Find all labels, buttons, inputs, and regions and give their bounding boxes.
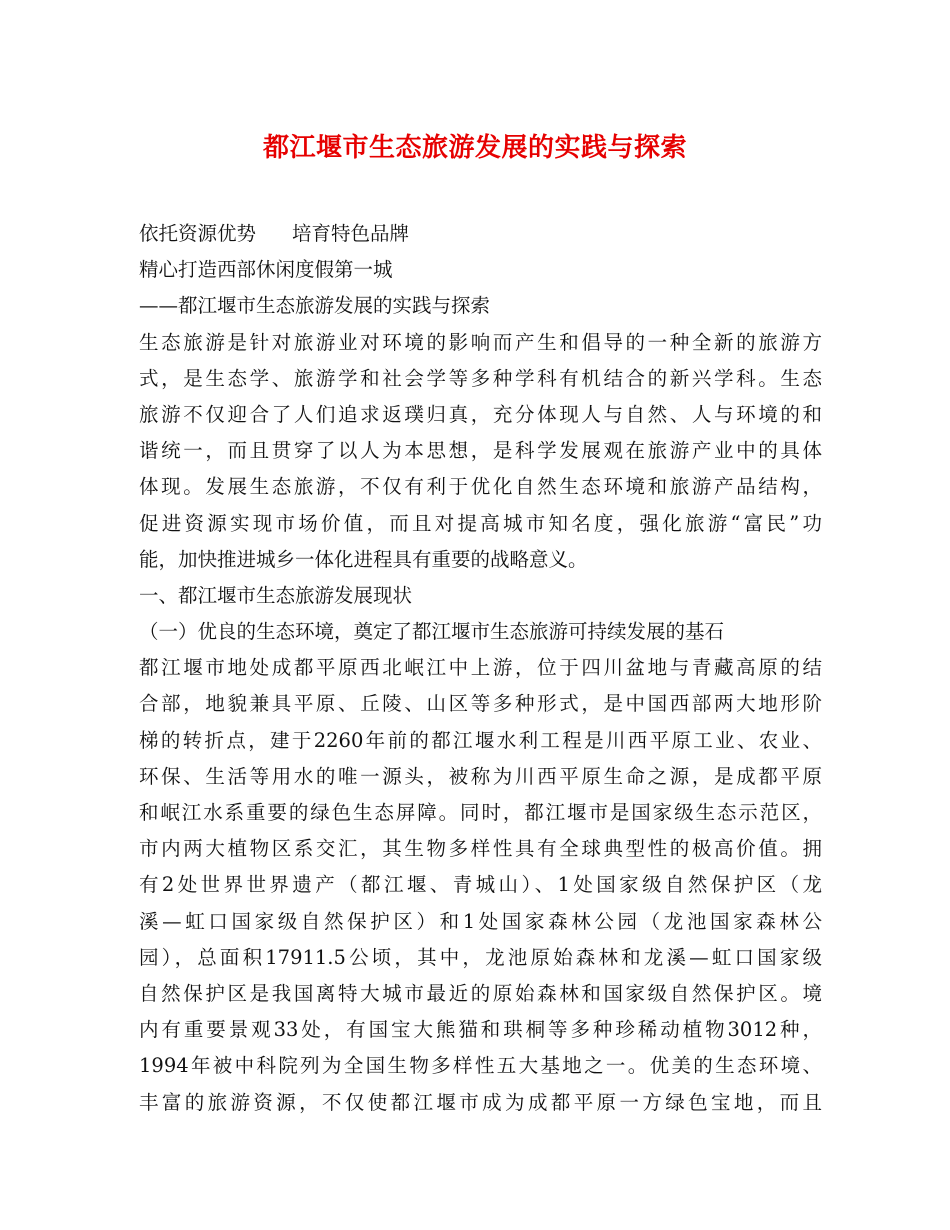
subtitle-part-b: 培育特色品牌 [292, 222, 410, 245]
paragraph-line: 合部，地貌兼具平原、丘陵、山区等多种形式，是中国西部两大地形阶 [139, 692, 822, 716]
paragraph-line: 式，是生态学、旅游学和社会学等多种学科有机结合的新兴学科。生态 [139, 366, 822, 390]
subtitle-line-3: ——都江堰市生态旅游发展的实践与探索 [139, 294, 491, 318]
subtitle-part-a: 依托资源优势 [139, 222, 257, 245]
paragraph-line: 促进资源实现市场价值，而且对提高城市知名度，强化旅游“富民”功 [139, 511, 822, 535]
paragraph-line: 和岷江水系重要的绿色生态屏障。同时，都江堰市是国家级生态示范区， [139, 801, 822, 824]
paragraph-line: 都江堰市地处成都平原西北岷江中上游，位于四川盆地与青藏高原的结 [139, 656, 822, 680]
section-heading: 一、都江堰市生态旅游发展现状 [139, 583, 413, 607]
paragraph-line: 自然保护区是我国离特大城市最近的原始森林和国家级自然保护区。境 [139, 981, 822, 1005]
subsection-heading: （一）优良的生态环境，奠定了都江堰市生态旅游可持续发展的基石 [139, 620, 725, 644]
paragraph-line: 环保、生活等用水的唯一源头，被称为川西平原生命之源，是成都平原 [139, 764, 822, 788]
paragraph-line: 1994年被中科院列为全国生物多样性五大基地之一。优美的生态环境、 [139, 1054, 822, 1078]
subtitle-line-2: 精心打造西部休闲度假第一城 [139, 258, 393, 282]
paragraph-line: 园），总面积17911.5公顷，其中，龙池原始森林和龙溪—虹口国家级 [139, 945, 822, 969]
paragraph-line: 溪—虹口国家级自然保护区）和1处国家森林公园（龙池国家森林公 [139, 909, 822, 933]
paragraph-line: 内有重要景观33处，有国宝大熊猫和珙桐等多种珍稀动植物3012种， [139, 1018, 822, 1042]
paragraph-line: 梯的转折点，建于2260年前的都江堰水利工程是川西平原工业、农业、 [139, 728, 822, 752]
document-title: 都江堰市生态旅游发展的实践与探索 [262, 133, 687, 163]
paragraph-line: 丰富的旅游资源，不仅使都江堰市成为成都平原一方绿色宝地，而且 [139, 1090, 822, 1114]
paragraph-line: 旅游不仅迎合了人们追求返璞归真，充分体现人与自然、人与环境的和 [139, 402, 822, 426]
subtitle-line-1 [139, 216, 822, 252]
paragraph-line: 市内两大植物区系交汇，其生物多样性具有全球典型性的极高价值。拥 [139, 837, 822, 861]
document-body [139, 216, 822, 1121]
paragraph-line: 体现。发展生态旅游，不仅有利于优化自然生态环境和旅游产品结构， [139, 475, 822, 499]
paragraph-line: 谐统一，而且贯穿了以人为本思想，是科学发展观在旅游产业中的具体 [139, 439, 822, 463]
paragraph-line: 能，加快推进城乡一体化进程具有重要的战略意义。 [139, 547, 588, 571]
paragraph-line: 有2处世界世界遗产（都江堰、青城山）、1处国家级自然保护区（龙 [139, 873, 822, 897]
paragraph-line: 生态旅游是针对旅游业对环境的影响而产生和倡导的一种全新的旅游方 [139, 330, 822, 354]
